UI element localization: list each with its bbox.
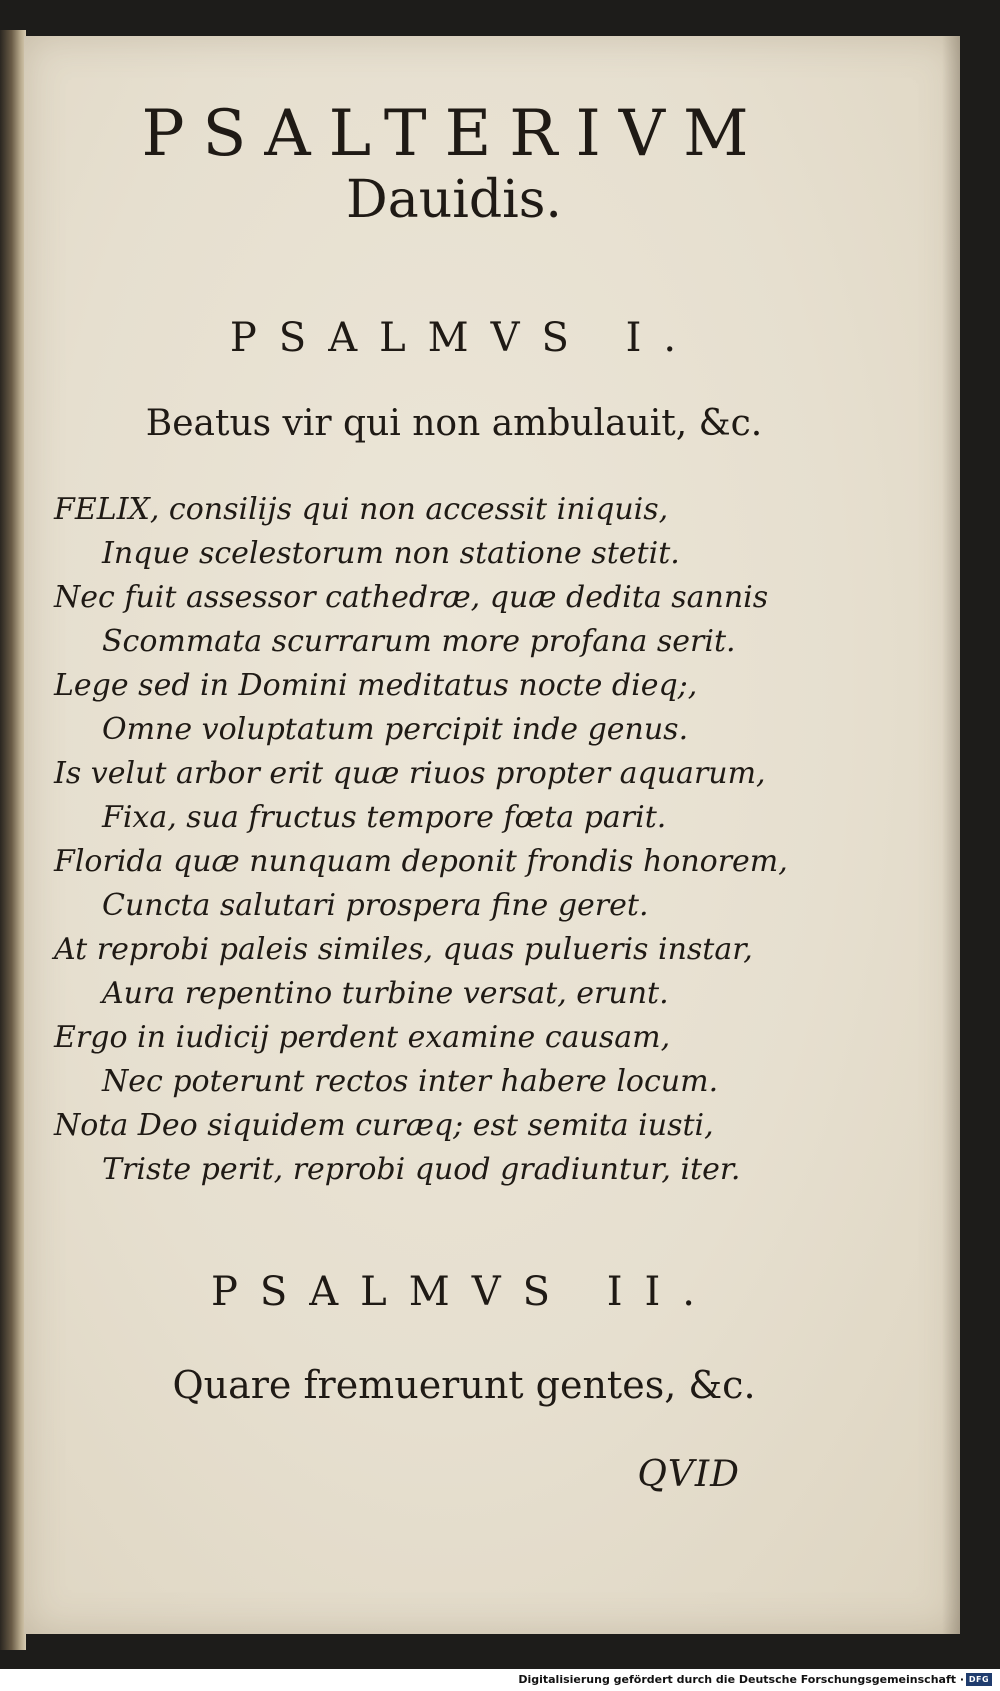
psalm-1-heading: PSALMVS I. — [229, 315, 699, 361]
page-title: PSALTERIVM — [141, 97, 767, 171]
psalm-2-heading: PSALMVS II. — [210, 1269, 718, 1315]
verse-line: Triste perit, reprobi quod gradiuntur, iter. — [102, 1152, 741, 1187]
verse-line: Cuncta salutari prospera fine geret. — [102, 888, 649, 923]
psalm-2-incipit: Quare fremuerunt gentes, &c. — [172, 1363, 756, 1407]
book-page — [24, 36, 960, 1634]
verse-line: FELIX, consilijs qui non accessit iniquis, — [54, 492, 669, 527]
catchword: QVID — [637, 1454, 740, 1495]
verse-line: At reprobi paleis similes, quas pulueris instar, — [54, 932, 753, 967]
verse-line: Inque scelestorum non statione stetit. — [102, 536, 680, 571]
verse-line: Nota Deo siquidem curæq; est semita iusti, — [54, 1108, 714, 1143]
verse-line: Nec poterunt rectos inter habere locum. — [102, 1064, 719, 1099]
verse-line: Aura repentino turbine versat, erunt. — [102, 976, 669, 1011]
verse-line: Lege sed in Domini meditatus nocte dieq;, — [54, 668, 698, 703]
verse-line: Omne voluptatum percipit inde genus. — [102, 712, 689, 747]
footer-credit: Digitalisierung gefördert durch die Deutsche Forschungsgemeinschaft · — [518, 1673, 964, 1686]
verse-line: Is velut arbor erit quæ riuos propter aquarum, — [54, 756, 766, 791]
verse-line: Scommata scurrarum more profana serit. — [102, 624, 736, 659]
psalm-1-incipit: Beatus vir qui non ambulauit, &c. — [145, 403, 763, 444]
verse-line: Ergo in iudicij perdent examine causam, — [54, 1020, 671, 1055]
verse-line: Fixa, sua fructus tempore fœta parit. — [102, 800, 667, 835]
psalm-1-verses — [54, 488, 874, 1192]
book-spine-edge — [0, 30, 26, 1650]
digitization-footer — [0, 1669, 1000, 1691]
verse-line: Florida quæ nunquam deponit frondis honorem, — [54, 844, 788, 879]
page-subtitle: Dauidis. — [346, 170, 562, 230]
verse-line: Nec fuit assessor cathedræ, quæ dedita sannis — [54, 580, 769, 615]
dfg-logo-icon: DFG — [966, 1673, 992, 1686]
